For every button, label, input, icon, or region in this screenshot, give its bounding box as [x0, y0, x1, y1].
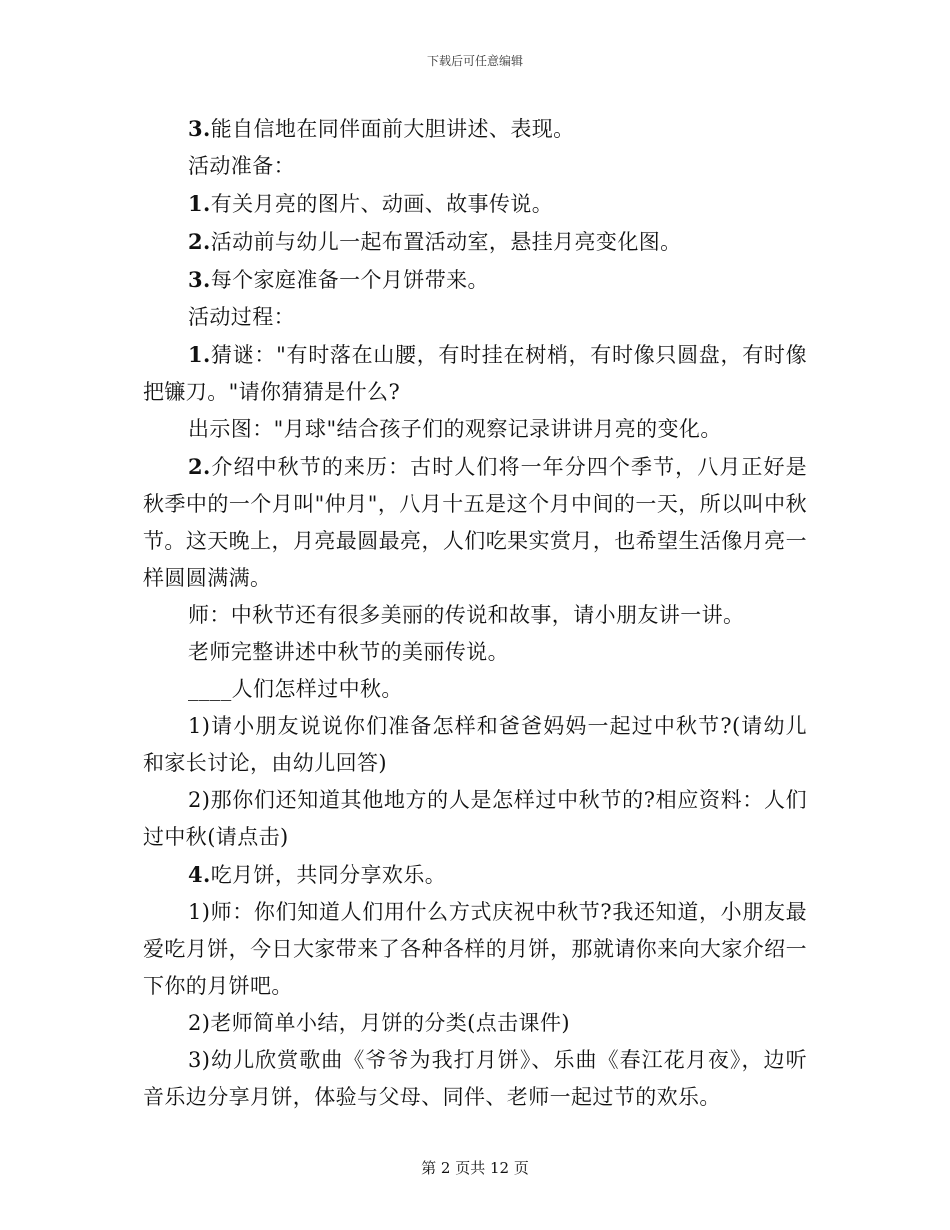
paragraph-text: 出示图："月球"结合孩子们的观察记录讲讲月亮的变化。 [188, 417, 722, 441]
paragraph [143, 708, 807, 782]
item-number: 1. [188, 342, 211, 367]
paragraph-text: 1)师：你们知道人们用什么方式庆祝中秋节?我还知道，小朋友最爱吃月饼，今日大家带来了各种各样的月饼，那就请你来向大家介绍一下你的月饼吧。 [143, 900, 807, 998]
paragraph-text: 能自信地在同伴面前大胆讲述、表现。 [210, 117, 575, 141]
paragraph [143, 597, 807, 634]
paragraph [143, 634, 807, 671]
paragraph [143, 448, 807, 597]
paragraph-text: 有关月亮的图片、动画、故事传说。 [210, 192, 554, 216]
item-number: 1. [188, 191, 211, 216]
paragraph [143, 110, 807, 148]
paragraph [143, 261, 807, 299]
paragraph-text: 活动过程： [188, 305, 295, 329]
paragraph-text: 猜谜："有时落在山腰，有时挂在树梢，有时像只圆盘，有时像把镰刀。"请你猜猜是什么? [143, 343, 807, 404]
paragraph [143, 411, 807, 448]
section-heading [143, 148, 807, 185]
paragraph-text: 1)请小朋友说说你们准备怎样和爸爸妈妈一起过中秋节?(请幼儿和家长讨论，由幼儿回答) [143, 714, 807, 775]
document-body [143, 110, 807, 1116]
paragraph-text: 每个家庭准备一个月饼带来。 [210, 268, 489, 292]
paragraph [143, 1042, 807, 1116]
page-footer: 第 2 页共 12 页 [421, 1159, 529, 1177]
paragraph [143, 336, 807, 411]
item-number: 3. [188, 267, 211, 292]
paragraph-text: 3)幼儿欣赏歌曲《爷爷为我打月饼》、乐曲《春江花月夜》，边听音乐边分享月饼，体验与父母、同伴、老师一起过节的欢乐。 [143, 1048, 807, 1109]
paragraph-text: 介绍中秋节的来历：古时人们将一年分四个季节，八月正好是秋季中的一个月叫"仲月"，八月十五是这个月中间的一天，所以叫中秋节。这天晚上，月亮最圆最亮，人们吃果实赏月，也希望生活像月亮一样圆圆满满。 [143, 455, 807, 590]
item-number: 2. [188, 454, 211, 479]
paragraph-text: 活动前与幼儿一起布置活动室，悬挂月亮变化图。 [210, 230, 682, 254]
item-number: 3. [188, 116, 211, 141]
item-number: 2. [188, 229, 211, 254]
paragraph-text: 吃月饼，共同分享欢乐。 [210, 863, 447, 887]
item-number: 4. [188, 862, 211, 887]
paragraph [143, 894, 807, 1005]
paragraph-text: 活动准备： [188, 154, 295, 178]
section-heading [143, 299, 807, 336]
paragraph-text: 师：中秋节还有很多美丽的传说和故事，请小朋友讲一讲。 [188, 603, 745, 627]
paragraph-text: 2)那你们还知道其他地方的人是怎样过中秋节的?相应资料：人们过中秋(请点击) [143, 788, 807, 849]
paragraph [143, 223, 807, 261]
paragraph [143, 856, 807, 894]
paragraph [143, 185, 807, 223]
paragraph-text: 2)老师简单小结，月饼的分类(点击课件) [188, 1011, 570, 1035]
page-header: 下载后可任意编辑 [426, 54, 523, 68]
paragraph [143, 1005, 807, 1042]
paragraph-text: 老师完整讲述中秋节的美丽传说。 [188, 640, 509, 664]
paragraph-text: ____人们怎样过中秋。 [188, 677, 403, 701]
paragraph [143, 671, 807, 708]
paragraph [143, 782, 807, 856]
